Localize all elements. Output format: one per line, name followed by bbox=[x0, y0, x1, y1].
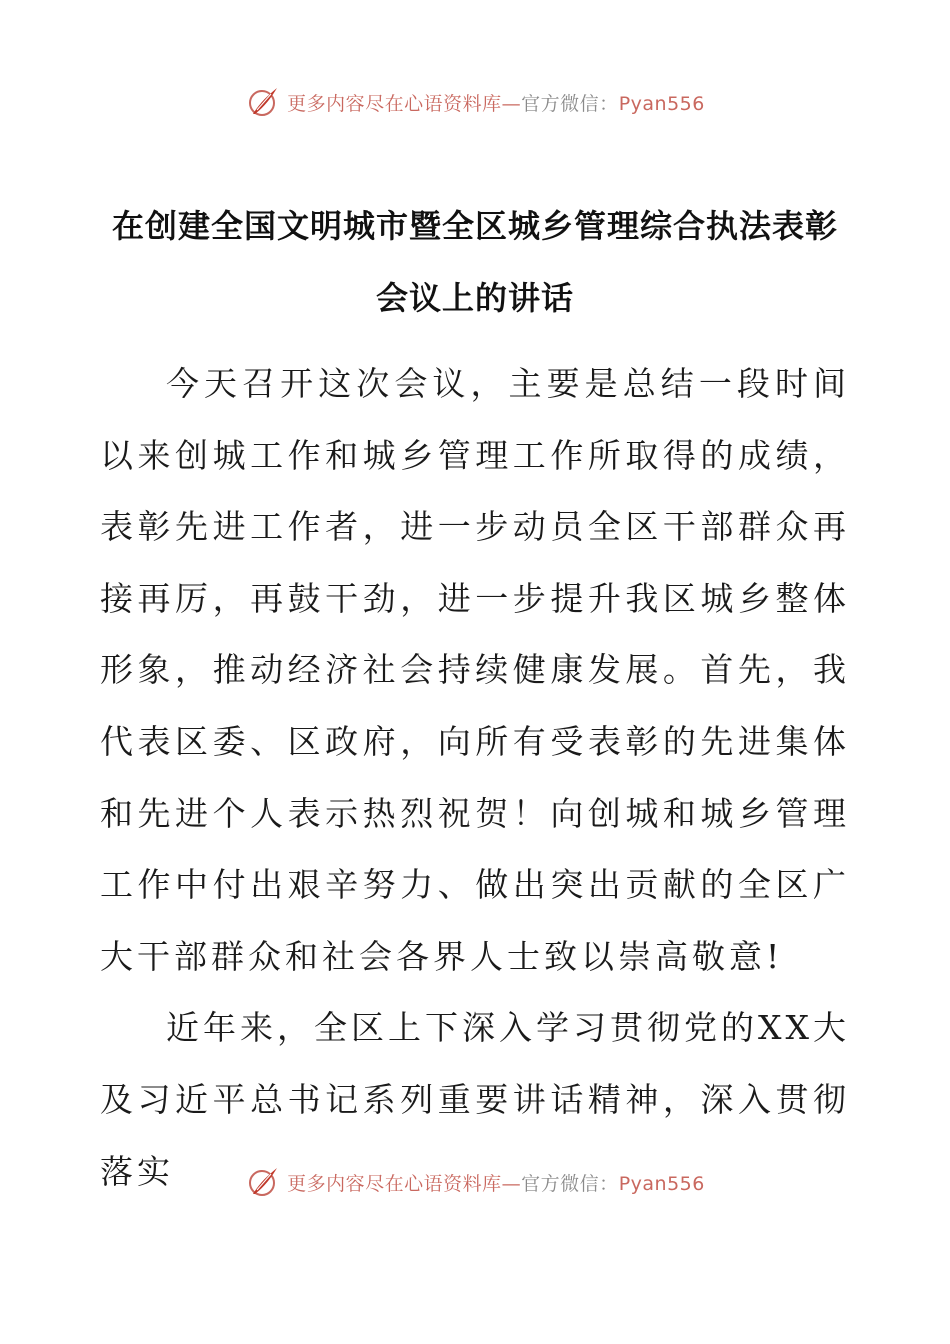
watermark-id: Pyan556 bbox=[618, 1172, 705, 1195]
watermark-id: Pyan556 bbox=[618, 92, 705, 115]
watermark-prefix: 更多内容尽在心语资料库 bbox=[287, 92, 502, 115]
quill-logo-icon bbox=[245, 84, 281, 120]
document-body bbox=[100, 348, 850, 1207]
document-title: 在创建全国文明城市暨全区城乡管理综合执法表彰会议上的讲话 bbox=[111, 207, 838, 317]
watermark-official: 官方微信： bbox=[521, 92, 619, 115]
quill-logo-icon bbox=[245, 1164, 281, 1200]
footer-watermark bbox=[0, 1160, 950, 1204]
watermark-text bbox=[287, 1169, 705, 1196]
watermark-official: 官方微信： bbox=[521, 1172, 619, 1195]
watermark-dash: — bbox=[501, 92, 522, 115]
header-watermark bbox=[0, 80, 950, 124]
paragraph-2: 近年来，全区上下深入学习贯彻党的XX大及习近平总书记系列重要讲话精神，深入贯彻落实 bbox=[100, 1008, 850, 1191]
watermark-prefix: 更多内容尽在心语资料库 bbox=[287, 1172, 502, 1195]
watermark-dash: — bbox=[501, 1172, 522, 1195]
watermark-text bbox=[287, 89, 705, 116]
paragraph-1: 今天召开这次会议，主要是总结一段时间以来创城工作和城乡管理工作所取得的成绩，表彰先进工作者，进一步动员全区干部群众再接再厉，再鼓干劲，进一步提升我区城乡整体形象，推动经济社会持续健康发展。首先，我代表区委、区政府，向所有受表彰的先进集体和先进个人表示热烈祝贺！向创城和城乡管理工作中付出艰辛努力、做出突出贡献的全区广大干部群众和社会各界人士致以崇高敬意! bbox=[100, 364, 850, 976]
